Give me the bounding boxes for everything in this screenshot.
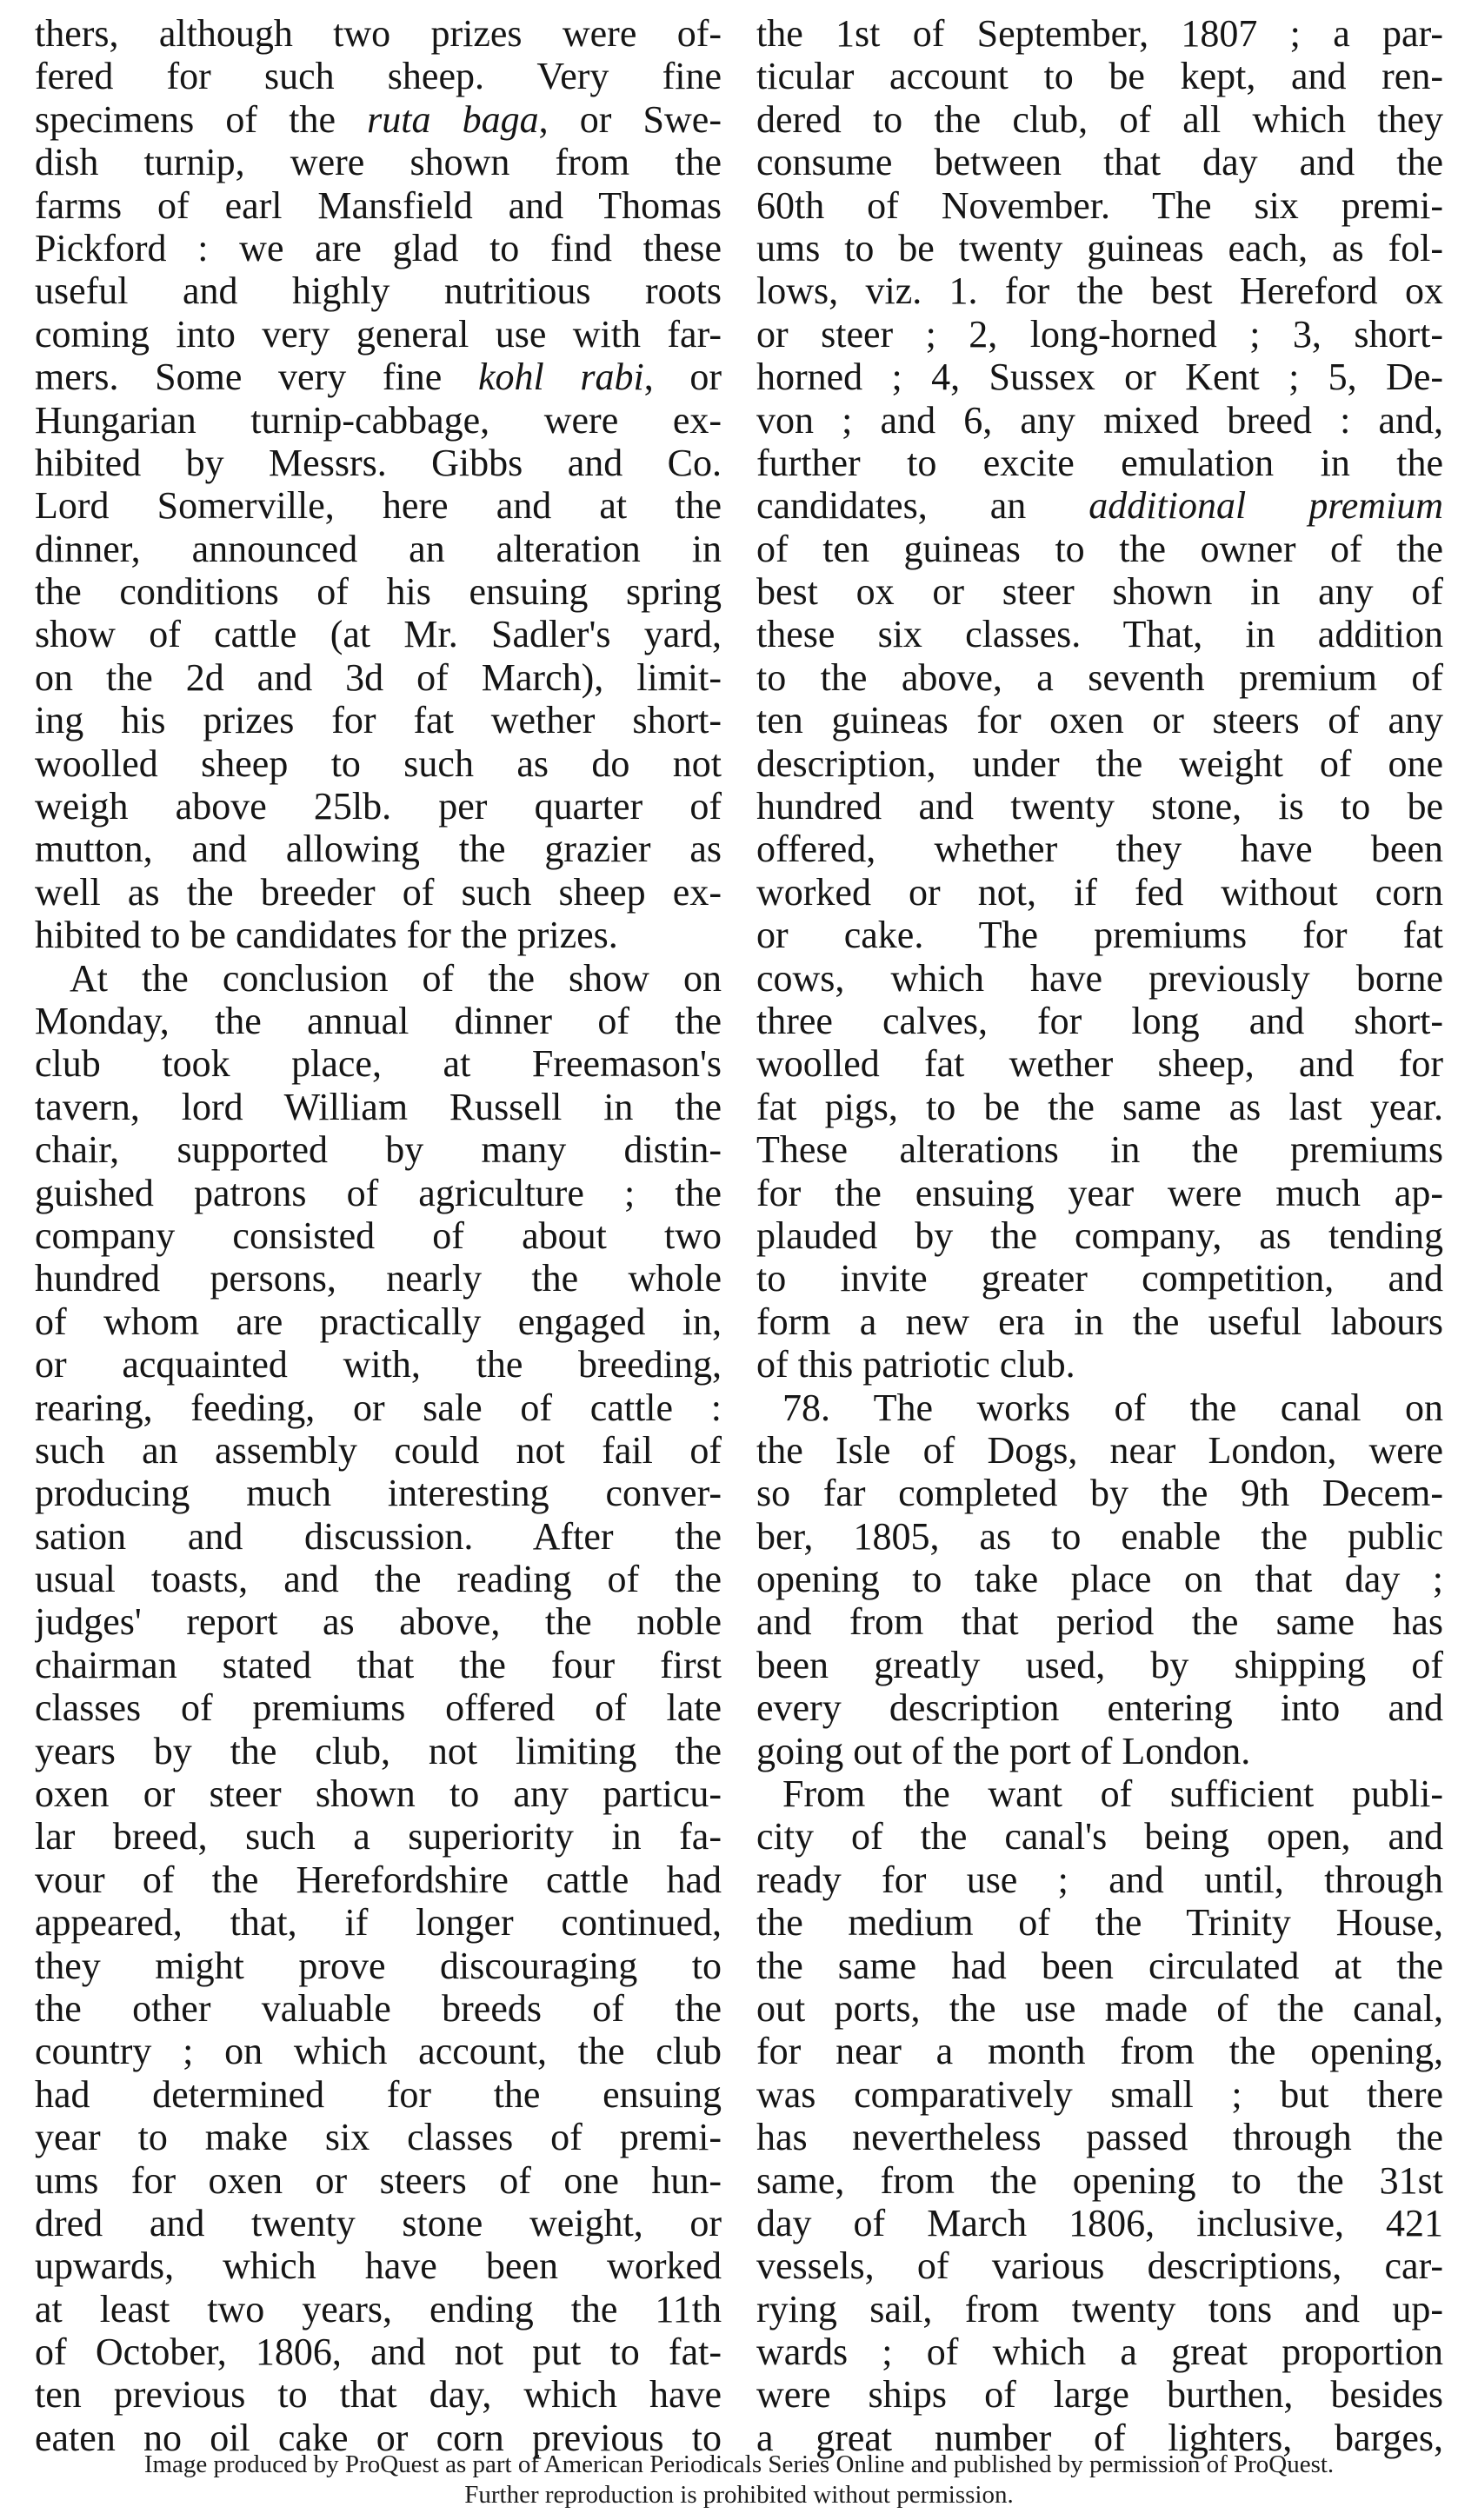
text-line: hundred persons, nearly the whole	[35, 1257, 722, 1300]
italic-term: ruta baga	[367, 97, 539, 141]
text-line: the medium of the Trinity House,	[756, 1901, 1443, 1945]
text-line: Monday, the annual dinner of the	[35, 999, 722, 1042]
text-line: year to make six classes of premi-	[35, 2116, 722, 2159]
text-line: years by the club, not limiting the	[35, 1729, 722, 1772]
text-line: hibited by Messrs. Gibbs and Co.	[35, 441, 722, 484]
text-line: to the above, a seventh premium of	[756, 655, 1443, 699]
copyright-notice: Image produced by ProQuest as part of American Periodicals Series Online and published by permission of ProQuest.	[143, 2450, 1335, 2478]
text-line: worked or not, if fed without corn	[756, 870, 1443, 914]
text-line: hundred and twenty stone, is to be	[756, 785, 1443, 828]
text-line: out ports, the use made of the canal,	[756, 1986, 1443, 2030]
text-line: 60th of November. The six premi-	[756, 183, 1443, 227]
text-line: been greatly used, by shipping of	[756, 1643, 1443, 1686]
text-line: fat pigs, to be the same as last year.	[756, 1085, 1443, 1128]
text-line: horned ; 4, Sussex or Kent ; 5, De-	[756, 356, 1443, 399]
text-line: producing much interesting conver-	[35, 1472, 722, 1515]
text-line: eaten no oil cake or corn previous to	[35, 2416, 722, 2459]
text-line: Pickford : we are glad to find these	[35, 226, 722, 269]
text-line: ten previous to that day, which have	[35, 2373, 722, 2417]
text-line: or cake. The premiums for fat	[756, 914, 1443, 957]
text-line: they might prove discouraging to	[35, 1944, 722, 1987]
text-line: dered to the club, of all which they	[756, 97, 1443, 141]
text-line: plauded by the company, as tending	[756, 1213, 1443, 1257]
text-line: these six classes. That, in addition	[756, 613, 1443, 656]
paragraph-start: At the conclusion of the show on	[70, 956, 722, 1000]
text-line: ums for oxen or steers of one hun-	[35, 2158, 722, 2202]
text-line: at least two years, ending the 11th	[35, 2287, 722, 2331]
text-line: ticular account to be kept, and ren-	[756, 55, 1443, 98]
text-line: dred and twenty stone weight, or	[35, 2201, 722, 2244]
text-line: chairman stated that the four first	[35, 1643, 722, 1686]
text-line: opening to take place on that day ;	[756, 1558, 1443, 1601]
text-line: useful and highly nutritious roots	[35, 269, 722, 313]
text-line: well as the breeder of such sheep ex-	[35, 870, 722, 914]
text-line: show of cattle (at Mr. Sadler's yard,	[35, 613, 722, 656]
text-line: hibited to be candidates for the prizes.	[35, 914, 618, 957]
italic-term: kohl rabi	[477, 356, 644, 399]
text-line: dinner, announced an alteration in	[35, 527, 722, 570]
text-line: ums to be twenty guineas each, as fol-	[756, 226, 1443, 269]
text-line: rearing, feeding, or sale of cattle :	[35, 1386, 722, 1429]
text-line: of this patriotic club.	[756, 1343, 1075, 1386]
text-line: the other valuable breeds of the	[35, 1986, 722, 2030]
text-line: fered for such sheep. Very fine	[35, 55, 722, 98]
text-line: cows, which have previously borne	[756, 956, 1443, 1000]
text-line: same, from the opening to the 31st	[756, 2158, 1443, 2202]
text-line: further to excite emulation in the	[756, 441, 1443, 484]
text-line: upwards, which have been worked	[35, 2244, 722, 2288]
text-line: a great number of lighters, barges,	[756, 2416, 1443, 2459]
text-line: woolled sheep to such as do not	[35, 741, 722, 785]
text-line: country ; on which account, the club	[35, 2030, 722, 2073]
text-line: coming into very general use with far-	[35, 312, 722, 356]
text-column-right	[756, 12, 1443, 2459]
text-line: candidates, an additional premium	[756, 484, 1443, 528]
text-line: club took place, at Freemason's	[35, 1042, 722, 1086]
text-line: were ships of large burthen, besides	[756, 2373, 1443, 2417]
text-line: guished patrons of agriculture ; the	[35, 1171, 722, 1214]
reproduction-notice: Further reproduction is prohibited without permission.	[464, 2481, 1014, 2509]
text-line: going out of the port of London.	[756, 1729, 1251, 1772]
text-line: dish turnip, were shown from the	[35, 141, 722, 184]
text-line: lar breed, such a superiority in fa-	[35, 1815, 722, 1858]
text-line: of October, 1806, and not put to fat-	[35, 2331, 722, 2374]
text-line: ber, 1805, as to enable the public	[756, 1514, 1443, 1558]
text-line: judges' report as above, the noble	[35, 1600, 722, 1644]
text-line: has nevertheless passed through the	[756, 2116, 1443, 2159]
text-line: These alterations in the premiums	[756, 1128, 1443, 1172]
text-line: farms of earl Mansfield and Thomas	[35, 183, 722, 227]
text-line: the same had been circulated at the	[756, 1944, 1443, 1987]
text-line: city of the canal's being open, and	[756, 1815, 1443, 1858]
text-line: was comparatively small ; but there	[756, 2072, 1443, 2116]
text-line: had determined for the ensuing	[35, 2072, 722, 2116]
text-line: and from that period the same has	[756, 1600, 1443, 1644]
italic-term: additional premium	[1089, 484, 1443, 528]
paragraph-start: From the want of sufficient publi-	[782, 1772, 1443, 1816]
text-line: or steer ; 2, long-horned ; 3, short-	[756, 312, 1443, 356]
text-line: oxen or steer shown to any particu-	[35, 1772, 722, 1816]
text-line: form a new era in the useful labours	[756, 1300, 1443, 1343]
text-column-left	[35, 12, 722, 2459]
text-line: best ox or steer shown in any of	[756, 570, 1443, 614]
text-line: vessels, of various descriptions, car-	[756, 2244, 1443, 2288]
text-line: ten guineas for oxen or steers of any	[756, 699, 1443, 742]
text-line: thers, although two prizes were of-	[35, 12, 722, 55]
text-line: so far completed by the 9th Decem-	[756, 1472, 1443, 1515]
text-line: or acquainted with, the breeding,	[35, 1343, 722, 1386]
text-line: for near a month from the opening,	[756, 2030, 1443, 2073]
text-line: woolled fat wether sheep, and for	[756, 1042, 1443, 1086]
text-line: chair, supported by many distin-	[35, 1128, 722, 1172]
text-line: for the ensuing year were much ap-	[756, 1171, 1443, 1214]
paragraph-start: 78. The works of the canal on	[782, 1386, 1443, 1429]
text-line: consume between that day and the	[756, 141, 1443, 184]
text-line: description, under the weight of one	[756, 741, 1443, 785]
text-line: Hungarian turnip-cabbage, were ex-	[35, 398, 722, 442]
text-line: sation and discussion. After the	[35, 1514, 722, 1558]
text-line: specimens of the ruta baga, or Swe-	[35, 97, 722, 141]
text-line: of ten guineas to the owner of the	[756, 527, 1443, 570]
text-line: company consisted of about two	[35, 1213, 722, 1257]
text-line: every description entering into and	[756, 1686, 1443, 1730]
text-line: day of March 1806, inclusive, 421	[756, 2201, 1443, 2244]
text-line: mers. Some very fine kohl rabi, or	[35, 356, 722, 399]
text-line: classes of premiums offered of late	[35, 1686, 722, 1730]
text-line: rying sail, from twenty tons and up-	[756, 2287, 1443, 2331]
text-line: ready for use ; and until, through	[756, 1858, 1443, 1901]
text-line: of whom are practically engaged in,	[35, 1300, 722, 1343]
text-line: ing his prizes for fat wether short-	[35, 699, 722, 742]
text-line: the Isle of Dogs, near London, were	[756, 1428, 1443, 1472]
text-line: such an assembly could not fail of	[35, 1428, 722, 1472]
text-line: offered, whether they have been	[756, 828, 1443, 871]
text-line: weigh above 25lb. per quarter of	[35, 785, 722, 828]
text-line: the 1st of September, 1807 ; a par-	[756, 12, 1443, 55]
text-line: on the 2d and 3d of March), limit-	[35, 655, 722, 699]
text-line: lows, viz. 1. for the best Hereford ox	[756, 269, 1443, 313]
text-line: appeared, that, if longer continued,	[35, 1901, 722, 1945]
text-line: Lord Somerville, here and at the	[35, 484, 722, 528]
text-line: three calves, for long and short-	[756, 999, 1443, 1042]
text-line: mutton, and allowing the grazier as	[35, 828, 722, 871]
text-line: to invite greater competition, and	[756, 1257, 1443, 1300]
text-line: von ; and 6, any mixed breed : and,	[756, 398, 1443, 442]
text-line: the conditions of his ensuing spring	[35, 570, 722, 614]
text-line: wards ; of which a great proportion	[756, 2331, 1443, 2374]
text-line: usual toasts, and the reading of the	[35, 1558, 722, 1601]
text-line: vour of the Herefordshire cattle had	[35, 1858, 722, 1901]
text-line: tavern, lord William Russell in the	[35, 1085, 722, 1128]
